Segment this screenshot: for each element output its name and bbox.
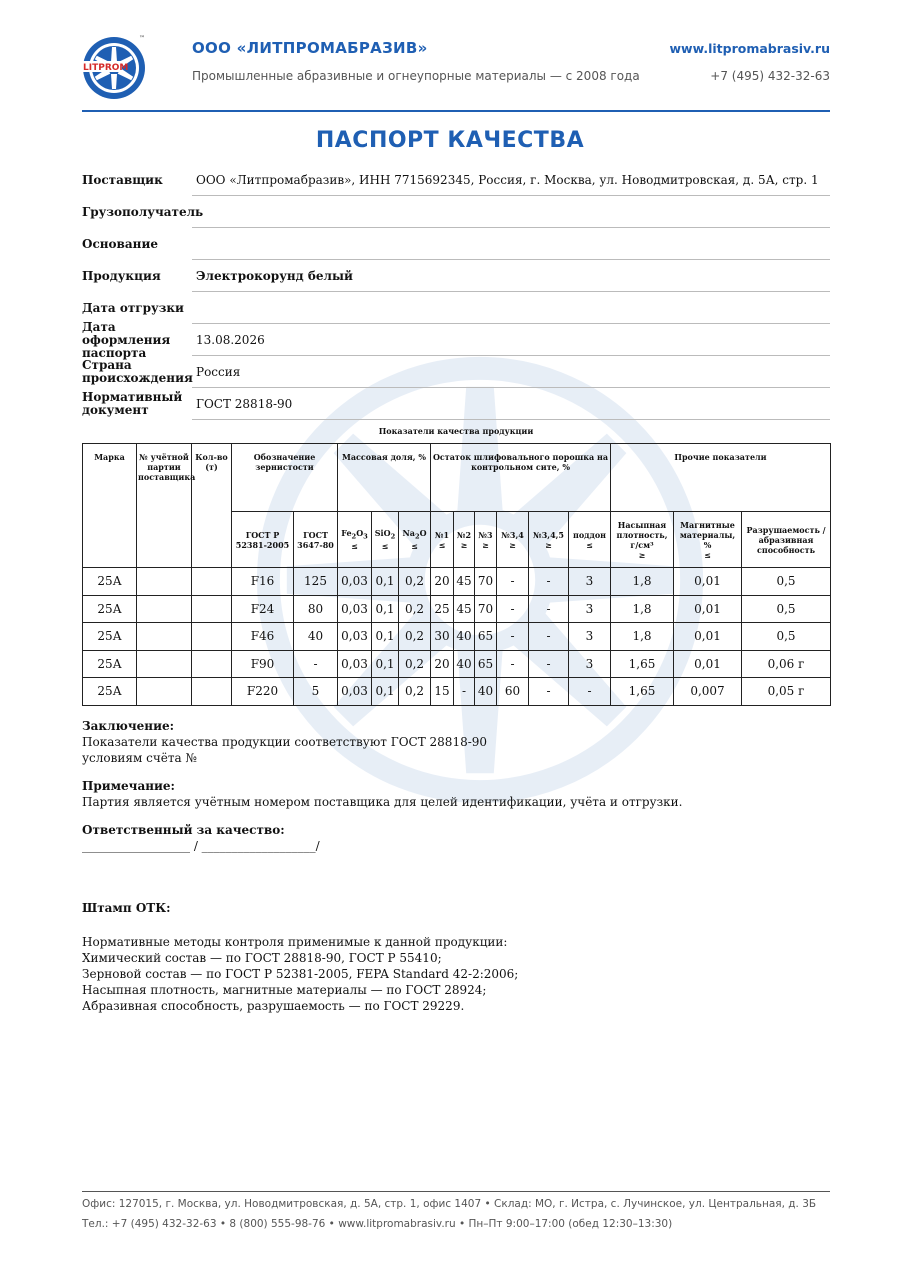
field-value [192,196,830,228]
table-cell: F90 [232,650,294,678]
table-cell: 3 [569,595,611,623]
table-cell: - [497,623,529,651]
table-cell: 0,2 [399,568,431,596]
table-cell: - [454,678,475,706]
passport-fields [82,164,830,420]
table-cell [192,568,232,596]
conclusion-line-1: Показатели качества продукции соответствуют ГОСТ 28818-90 [82,735,488,749]
table-cell: 25А [83,650,137,678]
table-cell: - [569,678,611,706]
table-caption: Показатели качества продукции [378,426,534,436]
header-sieve-1: №1 ≤ [431,512,454,568]
table-cell: 0,1 [372,568,399,596]
header-sieve-345: №3,4,5 ≥ [529,512,569,568]
table-cell: 25А [83,568,137,596]
table-cell: 70 [475,568,497,596]
field-basis [82,228,830,260]
conclusion-title: Заключение: [82,719,175,733]
table-cell: 60 [497,678,529,706]
table-cell: 45 [454,595,475,623]
company-website-link[interactable]: www.litpromabrasiv.ru [669,41,830,56]
field-value: 13.08.2026 [192,324,830,356]
document-title: ПАСПОРТ КАЧЕСТВА [315,128,585,153]
table-cell: 0,01 [674,595,742,623]
field-label: Продукция [82,268,161,283]
quality-table-body [83,568,831,706]
header-other: Прочие показатели [611,444,831,512]
table-cell [192,678,232,706]
table-cell: - [497,650,529,678]
footer-address: Офис: 127015, г. Москва, ул. Новодмитровская, д. 5А, стр. 1, офис 1407 • Склад: МО, г. Истра, с. Лучинское, ул. Центральная, д. 3Б [82,1198,817,1210]
table-cell: 40 [454,623,475,651]
table-cell [137,650,192,678]
table-cell: 20 [431,650,454,678]
table-cell: 0,007 [674,678,742,706]
header-sieve-2: №2 ≥ [454,512,475,568]
field-label: Страна происхождения [82,358,193,385]
table-cell: 0,1 [372,623,399,651]
table-cell: 40 [454,650,475,678]
field-country [82,356,830,388]
header-qty: Кол-во (т) [192,444,232,568]
table-cell: 1,65 [611,650,674,678]
company-name: ООО «ЛИТПРОМАБРАЗИВ» [192,39,428,57]
table-cell: 0,06 г [742,650,831,678]
field-value: ООО «Литпромабразив», ИНН 7715692345, Россия, г. Москва, ул. Новодмитровская, д. 5А, стр. 1 [192,164,830,196]
table-cell: - [497,595,529,623]
table-cell: 1,8 [611,568,674,596]
header-gost-r: ГОСТ Р 52381-2005 [232,512,294,568]
table-cell: F16 [232,568,294,596]
note-title: Примечание: [82,779,175,793]
methods-line: Зерновой состав — по ГОСТ Р 52381-2005, FEPA Standard 42-2:2006; [82,967,519,981]
table-cell: 0,2 [399,650,431,678]
header-density: Насыпная плотность, г/см³ ≥ [611,512,674,568]
conclusions-block [82,718,830,1014]
table-row [83,650,831,678]
header-batch: № учётной партии поставщика [137,444,192,568]
table-cell [192,623,232,651]
responsible-title: Ответственный за качество: [82,823,285,837]
conclusion-line-2: условиям счёта № [82,751,197,765]
table-cell: 0,1 [372,678,399,706]
field-label: Основание [82,236,158,251]
table-cell: 0,05 г [742,678,831,706]
header-magnetic: Магнитные материалы, % ≤ [674,512,742,568]
field-label: Нормативный документ [82,390,183,417]
table-cell: 0,2 [399,623,431,651]
trademark-sign: ™ [139,35,145,42]
table-cell: 0,01 [674,568,742,596]
company-logo-icon [82,32,148,102]
company-tagline: Промышленные абразивные и огнеупорные материалы — с 2008 года [192,69,640,83]
logo-text: LITPROM [83,63,129,73]
note-text: Партия является учётным номером поставщика для целей идентификации, учёта и отгрузки. [82,795,683,809]
table-cell: - [294,650,338,678]
table-cell: F46 [232,623,294,651]
table-row [83,623,831,651]
table-cell: F220 [232,678,294,706]
header-mass: Массовая доля, % [338,444,431,512]
table-cell: 0,03 [338,678,372,706]
field-consignee [82,196,830,228]
header-fe2o3: $Fe_2O_3$ ≤ [338,512,372,568]
header-abrasive: Разрушаемость / абразивная способность [742,512,831,568]
table-cell: - [529,678,569,706]
header-mark: Марка [83,444,137,568]
field-label: Грузополучатель [82,204,204,219]
table-cell: 1,65 [611,678,674,706]
signature-line: __________________ / ___________________/ [82,839,320,853]
table-cell: 0,2 [399,678,431,706]
field-value [192,292,830,324]
table-cell: 0,1 [372,595,399,623]
table-cell: F24 [232,595,294,623]
methods-line: Нормативные методы контроля применимые к данной продукции: [82,935,508,949]
table-cell: 0,03 [338,595,372,623]
table-cell [192,595,232,623]
table-cell: 0,03 [338,623,372,651]
header-na2o: $Na_2O$ ≤ [399,512,431,568]
table-cell: - [529,650,569,678]
table-cell: 0,5 [742,623,831,651]
table-cell: - [529,623,569,651]
table-cell: 15 [431,678,454,706]
table-cell [137,623,192,651]
table-cell [137,595,192,623]
stamp-title: Штамп ОТК: [82,901,171,915]
table-cell: - [497,568,529,596]
table-cell: 30 [431,623,454,651]
table-cell: 0,1 [372,650,399,678]
field-label: Дата оформления паспорта [82,319,171,360]
table-row [83,595,831,623]
header-sieve-3: №3 ≥ [475,512,497,568]
table-cell [192,650,232,678]
table-cell: 65 [475,650,497,678]
table-cell: 125 [294,568,338,596]
header-sieve-34: №3,4 ≥ [497,512,529,568]
table-cell: - [529,595,569,623]
table-cell: 40 [294,623,338,651]
header-residue: Остаток шлифовального порошка на контрольном сите, % [431,444,611,512]
table-cell: 25А [83,678,137,706]
table-cell: 1,8 [611,623,674,651]
table-cell [137,678,192,706]
header-tray: поддон ≤ [569,512,611,568]
field-value: Электрокорунд белый [192,260,830,292]
header-gost: ГОСТ 3647-80 [294,512,338,568]
table-cell: 0,01 [674,650,742,678]
table-cell: 3 [569,650,611,678]
table-cell [137,568,192,596]
methods-line: Насыпная плотность, магнитные материалы — по ГОСТ 28924; [82,983,487,997]
field-value: Россия [192,356,830,388]
table-cell: 40 [475,678,497,706]
field-label: Дата отгрузки [82,300,184,315]
table-cell: 45 [454,568,475,596]
field-label: Поставщик [82,172,163,187]
table-cell: 0,01 [674,623,742,651]
page-footer [82,1191,830,1234]
field-supplier [82,164,830,196]
field-value [192,228,830,260]
quality-table [82,443,831,706]
field-issue-date [82,319,830,360]
table-cell: 25А [83,595,137,623]
table-cell: 0,03 [338,650,372,678]
table-cell: 65 [475,623,497,651]
table-cell: 0,03 [338,568,372,596]
table-cell: 25А [83,623,137,651]
field-value: ГОСТ 28818-90 [192,388,830,420]
company-phone: +7 (495) 432-32-63 [710,69,830,83]
table-cell: 80 [294,595,338,623]
table-cell: 0,5 [742,595,831,623]
table-cell: 0,5 [742,568,831,596]
table-cell: 25 [431,595,454,623]
table-cell: 3 [569,623,611,651]
header-sio2: SiO$_2$ ≤ [372,512,399,568]
table-cell: 3 [569,568,611,596]
header-grain: Обозначение зернистости [232,444,338,512]
letterhead [82,32,830,112]
methods-line: Абразивная способность, разрушаемость — по ГОСТ 29229. [82,999,465,1013]
field-product [82,260,830,292]
field-standard [82,388,830,420]
table-row [83,678,831,706]
methods-line: Химический состав — по ГОСТ 28818-90, ГОСТ Р 55410; [82,951,442,965]
table-cell: 0,2 [399,595,431,623]
footer-contacts: Тел.: +7 (495) 432-32-63 • 8 (800) 555-98-76 • www.litpromabrasiv.ru • Пн–Пт 9:00–17:00 (обед 12:30–13:30) [82,1218,673,1230]
field-shipping-date [82,292,830,324]
table-row [83,568,831,596]
table-cell: 5 [294,678,338,706]
table-cell: 20 [431,568,454,596]
table-cell: 70 [475,595,497,623]
table-cell: - [529,568,569,596]
table-cell: 1,8 [611,595,674,623]
